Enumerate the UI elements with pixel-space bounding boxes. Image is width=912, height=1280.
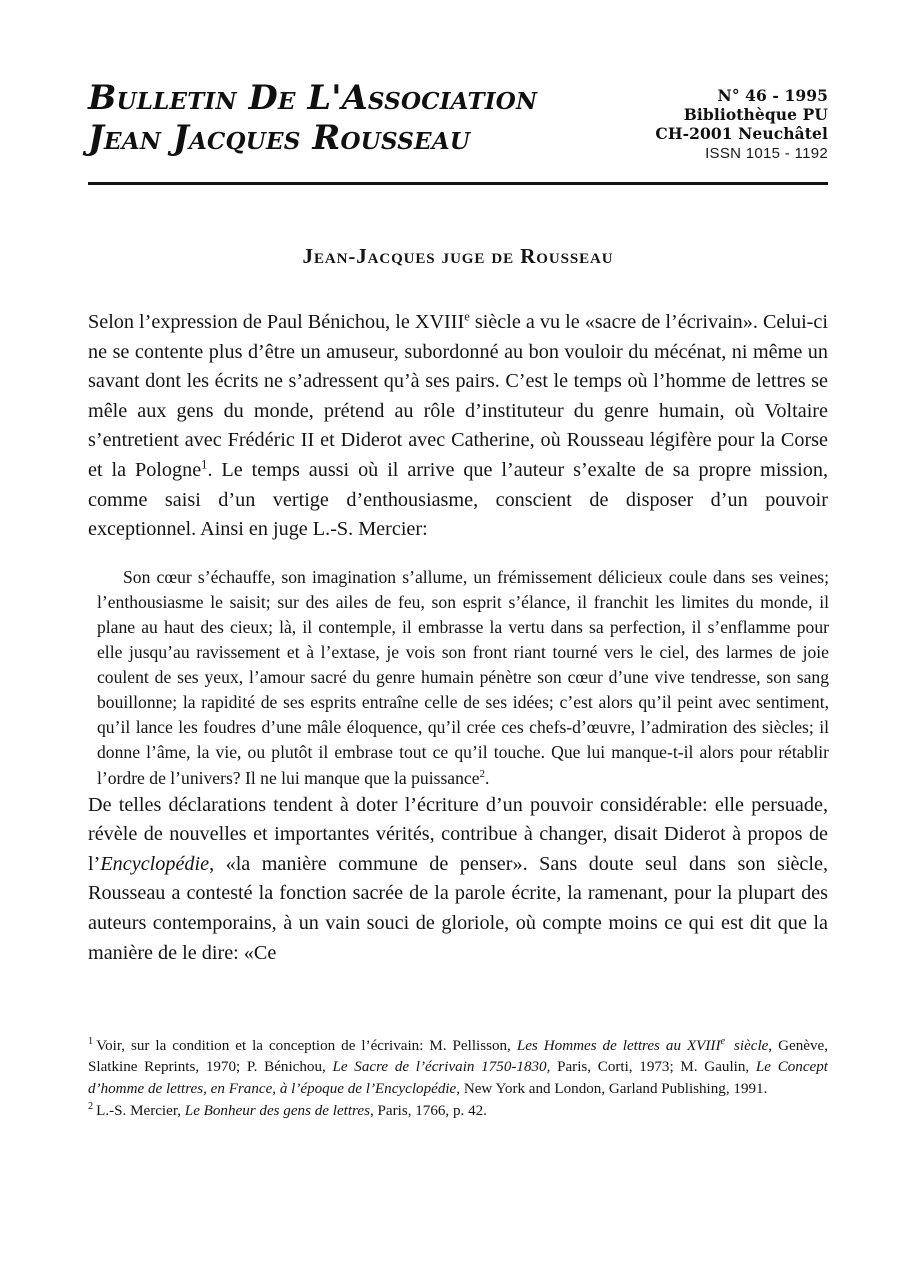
footnote-1-text-a: Voir, sur la condition et la conception de l’écrivain: M. Pellisson,	[96, 1038, 517, 1054]
paragraph-1-text-b: siècle a vu le «sacre de l’écrivain». Celui-ci ne se contente plus d’être un amuseur, subordonné au bon vouloir du mécénat, ni même un savant dont les écrits ne s’adressent qu’à ses pairs. C’est le temps où l’homme de lettres se mêle aux gens du monde, prétend au rôle d’instituteur du genre humain, où Voltaire s’entretient avec Frédéric II et Diderot avec Catherine, où Rousseau légifère pour la Corse et la Pologne	[88, 311, 828, 481]
footnote-1-title-1	[516, 1035, 769, 1054]
work-title-encyclopedie: Encyclopédie	[100, 852, 210, 875]
footnote-1	[88, 1036, 828, 1100]
footnote-1-text-c: , Paris, Corti, 1973; M. Gaulin,	[546, 1059, 756, 1076]
masthead-divider-rule	[88, 182, 828, 185]
footnote-1-text-d: , New York and London, Garland Publishing, 1991.	[456, 1080, 768, 1097]
footnote-1-title-1-part2: siècle	[728, 1038, 769, 1054]
footnote-2-text-b: , Paris, 1766, p. 42.	[369, 1102, 487, 1119]
article-body	[88, 308, 828, 968]
issn-number: ISSN 1015 - 1192	[705, 145, 828, 162]
footnote-1-title-1-part1: Les Hommes de lettres au XVIII	[516, 1038, 721, 1054]
footnote-1-title-3: Le Concept d’homme de lettres, en France, à l’époque de l’Encyclopédie	[88, 1059, 828, 1097]
library-address: CH-2001 Neuchâtel	[655, 124, 828, 143]
paragraph-1	[88, 308, 828, 545]
masthead	[88, 78, 828, 164]
paragraph-2	[88, 791, 828, 969]
footnote-1-title-2: Le Sacre de l’écrivain 1750-1830	[332, 1059, 547, 1076]
footnote-1-ordinal-e: e	[720, 1035, 726, 1047]
footnote-2-marker: 2	[88, 1100, 94, 1112]
paragraph-1-text-a: Selon l’expression de Paul Bénichou, le XVIII	[88, 311, 465, 333]
footnote-1-text-b: , Genève, Slatkine Reprints, 1970; P. Bénichou,	[88, 1038, 829, 1076]
ordinal-superscript-e: e	[464, 309, 470, 324]
journal-title-line1: Bulletin De L'Association	[88, 78, 538, 117]
issue-number: N° 46 - 1995	[717, 86, 828, 105]
quotation-text: Son cœur s’échauffe, son imagination s’allume, un frémissement délicieux coule dans ses veines; l’enthousiasme le saisit; sur des ailes de feu, son esprit s’élance, il franchit les limites du monde, il plane au haut des cieux; là, il contemple, il embrasse la vertu dans sa perfection, il s’enflamme pour elle jusqu’au ravissement et à l’extase, je vois son front riant tourné vers le ciel, des larmes de joie coulent de ses yeux, l’amour sacré du genre humain pénètre son cœur d’une vive tendresse, son sang bouillonne; la rapidité de ses esprits entraîne celle de ses idées; c’est alors qu’il peint avec sentiment, qu’il lance les foudres d’une mâle éloquence, qu’il crée ces chefs-d’œuvre, l’admiration des siècles; il donne l’âme, la vie, ou plutôt il embrase tout ce qu’il touche. Que lui manque-t-il alors pour rétablir l’ordre de l’univers? Il ne lui manque que la puissance	[97, 566, 829, 788]
footnote-1-marker: 1	[88, 1035, 94, 1047]
journal-title	[88, 78, 537, 158]
journal-title-line2: Jean Jacques Rousseau	[88, 118, 471, 157]
paragraph-2-text-b: , «la manière commune de penser». Sans doute seul dans son siècle, Rousseau a contesté la fonction sacrée de la parole écrite, la ramenant, pour la plupart des auteurs contemporains, à un vain souci de gloriole, où compte moins ce qui est dit que la manière de le dire: «Ce	[88, 852, 828, 964]
library-name: Bibliothèque PU	[683, 105, 828, 124]
block-quotation	[97, 565, 829, 791]
article-title: Jean-Jacques juge de Rousseau	[302, 244, 614, 269]
footnote-ref-2[interactable]: 2	[479, 767, 485, 780]
quotation-text-end: .	[484, 767, 490, 788]
footnote-ref-1[interactable]: 1	[201, 457, 208, 472]
footnote-2-title: Le Bonheur des gens de lettres	[184, 1102, 370, 1119]
footnote-2-text-a: L.-S. Mercier,	[96, 1102, 185, 1119]
paragraph-2-text-a: De telles déclarations tendent à doter l’écriture d’un pouvoir considérable: elle persuade, révèle de nouvelles et importantes vérités, contribue à changer, disait Diderot à propos de l’	[88, 793, 828, 875]
footnotes-section	[88, 1036, 828, 1122]
paragraph-1-text-c: . Le temps aussi où il arrive que l’auteur s’exalte de sa propre mission, comme saisi d’un vertige d’enthousiasme, conscient de disposer d’un pouvoir exceptionnel. Ainsi en juge L.-S. Mercier:	[88, 458, 828, 541]
masthead-metadata	[655, 78, 828, 164]
footnote-2	[88, 1101, 828, 1122]
